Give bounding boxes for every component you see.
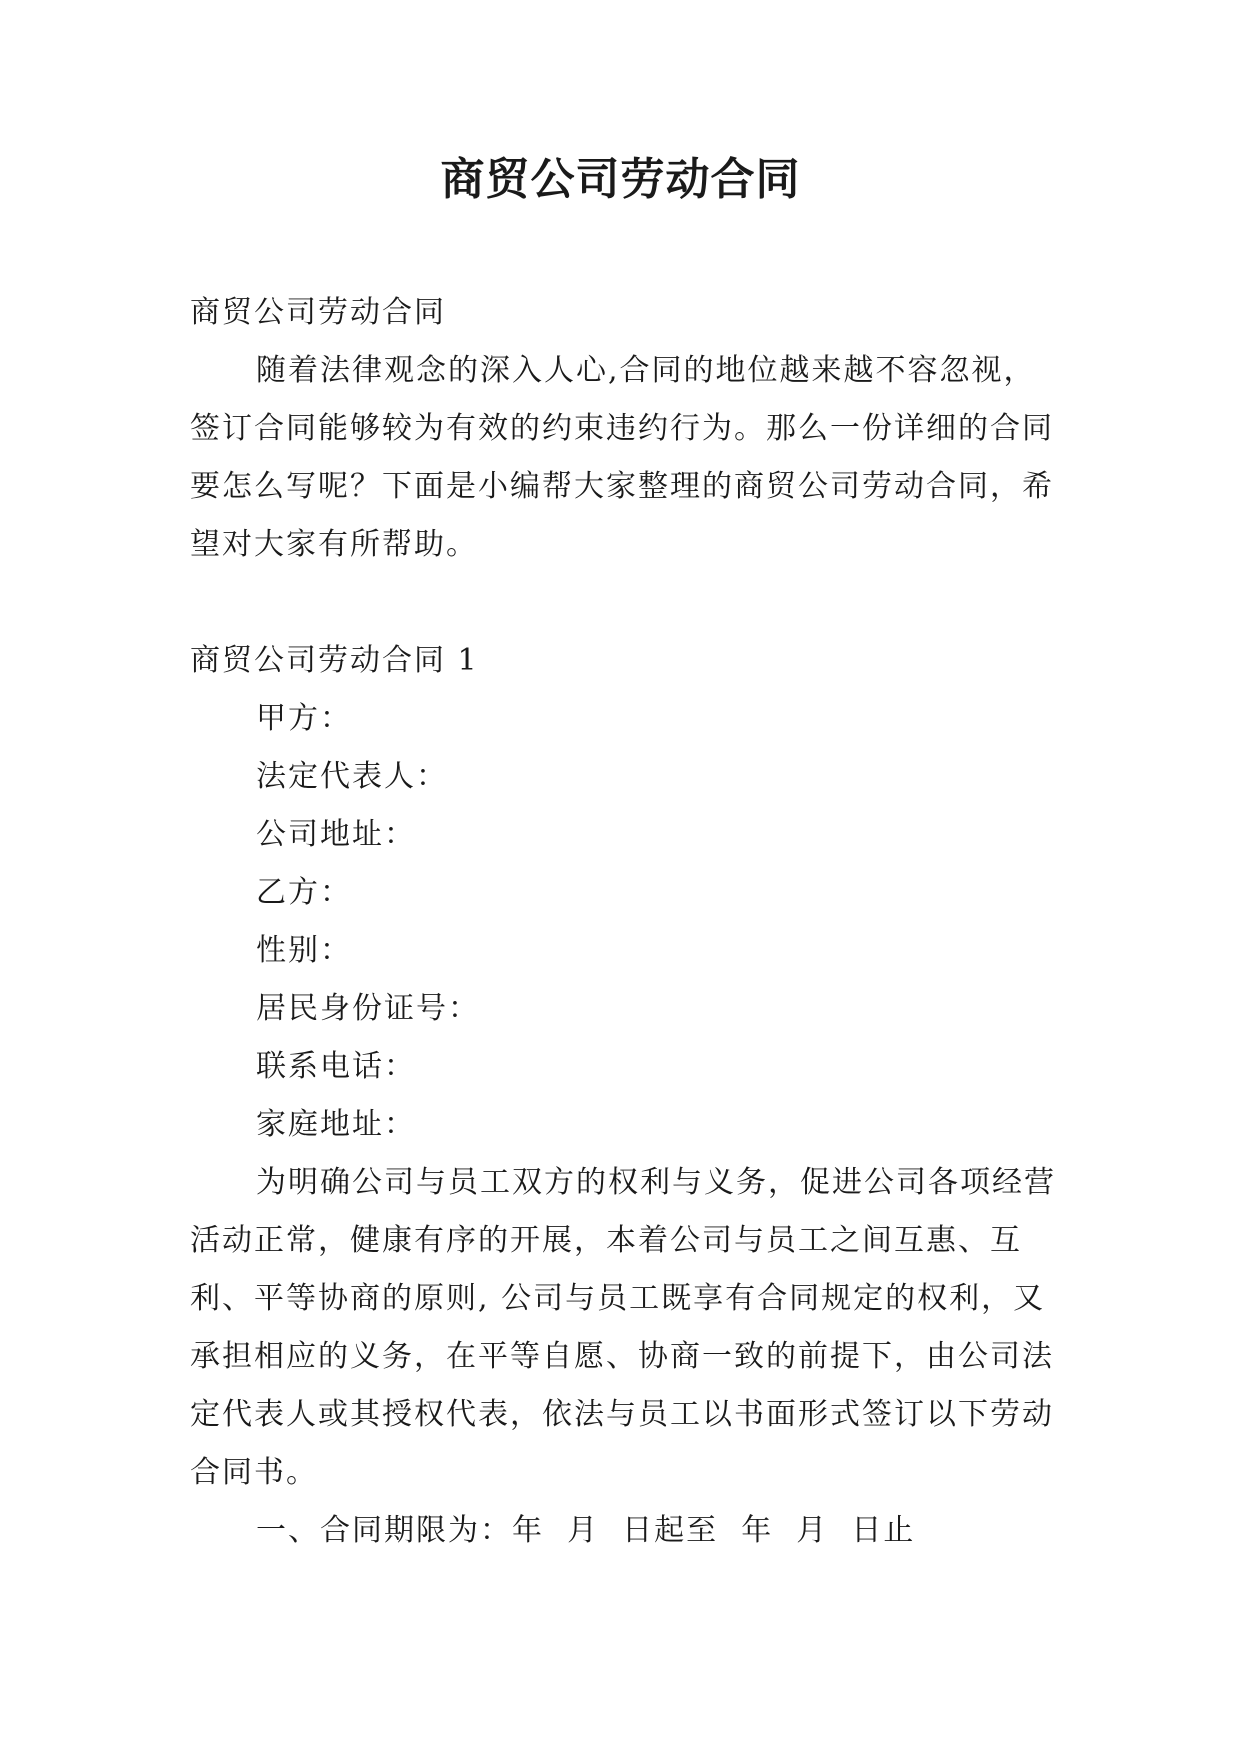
section-heading: 商贸公司劳动合同 1	[190, 643, 479, 678]
field-company-address: 公司地址：	[256, 817, 416, 852]
field-home-address: 家庭地址：	[256, 1107, 416, 1142]
paragraph-spacer	[190, 574, 1065, 632]
document-body	[190, 284, 1065, 1560]
preamble-paragraph: 为明确公司与员工双方的权利与义务，促进公司各项经营活动正常，健康有序的开展，本着公司与员工之间互惠、互利、平等协商的原则, 公司与员工既享有合同规定的权利，又承担相应的义务，在平等自愿、协商一致的前提下，由公司法定代表人或其授权代表，依法与员工以书面形式签订以下劳动合同书。	[190, 1165, 1056, 1490]
field-legal-representative: 法定代表人：	[256, 759, 448, 794]
field-phone: 联系电话：	[256, 1049, 416, 1084]
field-party-a: 甲方：	[256, 701, 352, 736]
document-title: 商贸公司劳动合同	[440, 154, 801, 205]
field-id-number: 居民身份证号：	[256, 991, 480, 1026]
document-subtitle: 商贸公司劳动合同	[190, 295, 446, 330]
field-gender: 性别：	[256, 933, 352, 968]
field-party-b: 乙方：	[256, 875, 352, 910]
intro-paragraph: 随着法律观念的深入人心,合同的地位越来越不容忽视，签订合同能够较为有效的约束违约行为。那么一份详细的合同要怎么写呢？下面是小编帮大家整理的商贸公司劳动合同，希望对大家有所帮助。	[190, 353, 1054, 562]
clause-contract-term: 一、合同期限为：年 月 日起至 年 月 日止	[256, 1513, 916, 1548]
